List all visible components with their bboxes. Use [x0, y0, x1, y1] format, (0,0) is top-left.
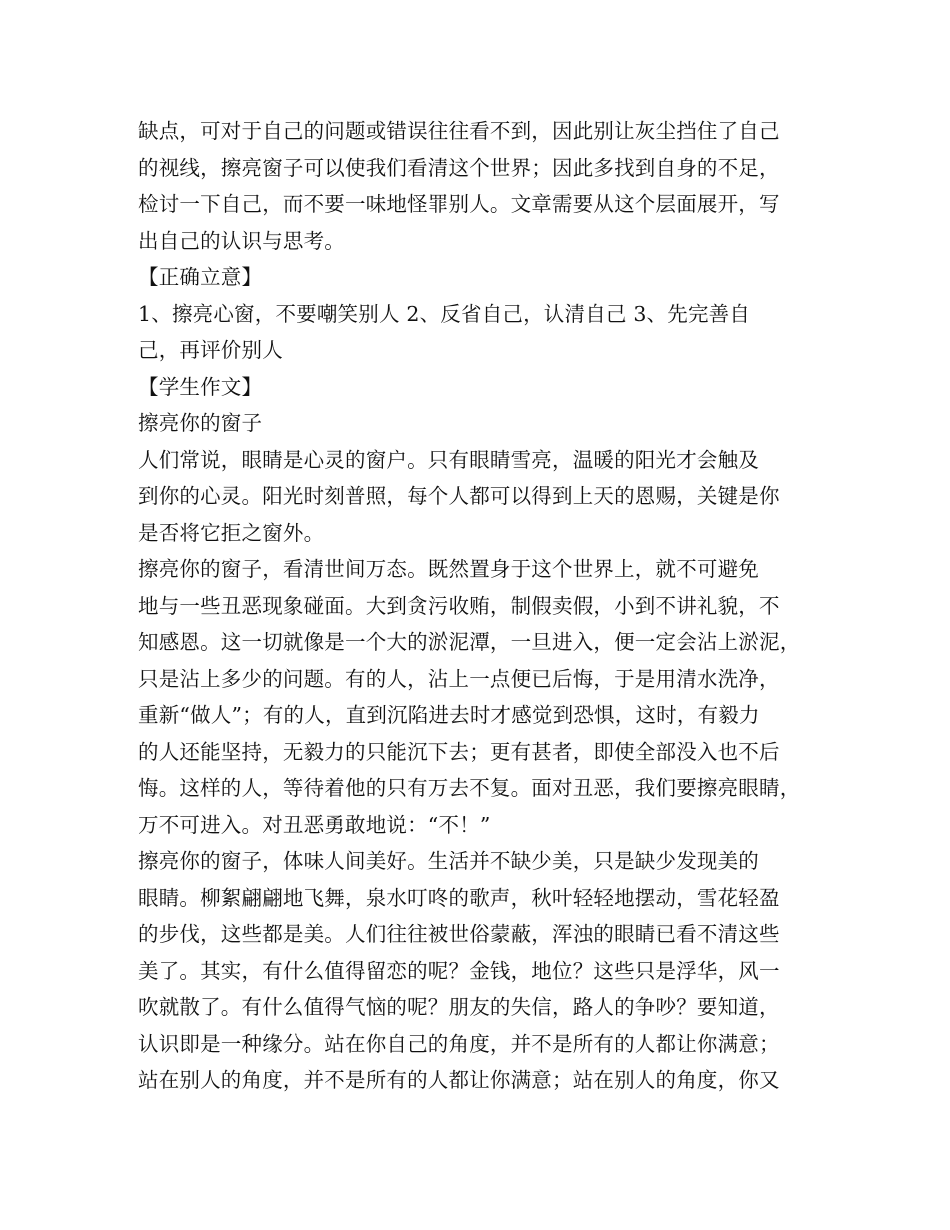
text-line: 出自己的认识与思考。: [138, 228, 345, 253]
text-line: 悔。这样的人，等待着他的只有万去不复。面对丑恶，我们要擦亮眼睛，: [138, 776, 801, 800]
text-line: 站在别人的角度，并不是所有的人都让你满意；站在别人的角度，你又: [138, 1068, 780, 1092]
text-line: 眼睛。柳絮翩翩地飞舞，泉水叮咚的歌声，秋叶轻轻地摆动，雪花轻盈: [138, 885, 780, 910]
text-line: 只是沾上多少的问题。有的人，沾上一点便已后悔，于是用清水洗净，: [138, 666, 780, 691]
section-heading-correct-intent: 【正确立意】: [138, 265, 263, 289]
text-line: 知感恩。这一切就像是一个大的淤泥潭，一旦进入，便一定会沾上淤泥，: [138, 630, 801, 654]
text-line: 擦亮你的窗子，体味人间美好。生活并不缺少美，只是缺少发现美的: [138, 849, 759, 873]
text-line: 1、擦亮心窗，不要嘲笑别人 2、反省自己，认清自己 3、先完善自: [138, 301, 751, 326]
text-line: 的人还能坚持，无毅力的只能沉下去；更有甚者，即使全部没入也不后: [138, 739, 780, 764]
text-line: 认识即是一种缘分。站在你自己的角度，并不是所有的人都让你满意；: [138, 1031, 780, 1056]
text-line: 的步伐，这些都是美。人们往往被世俗蒙蔽，浑浊的眼睛已看不清这些: [138, 922, 780, 946]
text-line: 是否将它拒之窗外。: [138, 520, 325, 545]
text-line: 美了。其实，有什么值得留恋的呢？金钱，地位？这些只是浮华，风一: [138, 958, 780, 983]
text-line: 检讨一下自己，而不要一味地怪罪别人。文章需要从这个层面展开，写: [138, 192, 780, 216]
essay-title: 擦亮你的窗子: [138, 411, 263, 435]
text-line: 吹就散了。有什么值得气恼的呢？朋友的失信，路人的争吵？要知道，: [138, 995, 780, 1019]
text-line: 的视线，擦亮窗子可以使我们看清这个世界；因此多找到自身的不足，: [138, 155, 780, 180]
text-line: 己，再评价别人: [138, 338, 283, 362]
text-line: 擦亮你的窗子，看清世间万态。既然置身于这个世界上，就不可避免: [138, 557, 759, 581]
text-line: 重新“做人”；有的人，直到沉陷进去时才感觉到恐惧，这时，有毅力: [138, 703, 760, 727]
document-page: [138, 113, 818, 1099]
text-line: 地与一些丑恶现象碰面。大到贪污收贿，制假卖假，小到不讲礼貌，不: [138, 593, 780, 618]
section-heading-student-essay: 【学生作文】: [138, 374, 263, 399]
text-line: 缺点，可对于自己的问题或错误往往看不到，因此别让灰尘挡住了自己: [138, 119, 780, 143]
text-line: 人们常说，眼睛是心灵的窗户。只有眼睛雪亮，温暖的阳光才会触及: [138, 447, 759, 472]
text-line: 到你的心灵。阳光时刻普照，每个人都可以得到上天的恩赐，关键是你: [138, 484, 780, 508]
text-line: 万不可进入。对丑恶勇敢地说：“不！”: [138, 812, 491, 837]
